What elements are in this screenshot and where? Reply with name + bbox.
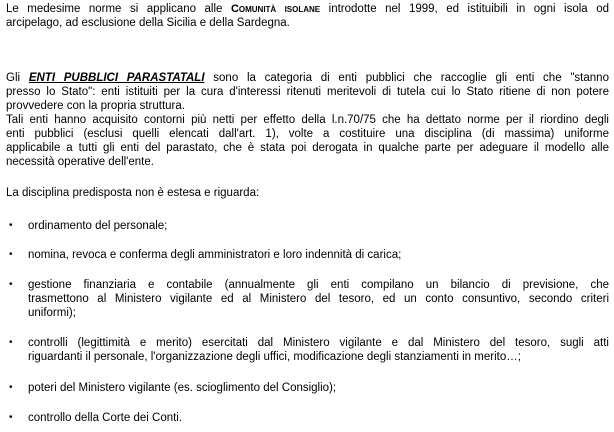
list-item-text: [28, 336, 609, 364]
text-line: poteri del Ministero vigilante (es. scioglimento del Consiglio);: [28, 382, 337, 394]
text-line: ordinamento del personale;: [28, 220, 168, 232]
bullet-icon: •: [9, 220, 13, 231]
text-span: introdotte nel 1999, ed istituibili in ogni isola od: [328, 3, 609, 15]
term-enti-pubblici-parastatali: ENTI PUBBLICI PARASTATALI: [28, 72, 205, 84]
bullet-icon: •: [9, 382, 13, 393]
text-line: nomina, revoca e conferma degli amministratori e loro indennità di carica;: [28, 249, 402, 261]
bullet-icon: •: [9, 337, 13, 348]
text-line: gestione finanziaria e contabile (annualmente gli enti compilano un bilancio di previsione, che: [28, 279, 609, 291]
term-comunita-isolane: Comunità isolane: [230, 3, 321, 15]
text-line: controllo della Corte dei Conti.: [28, 412, 183, 424]
text-span: sono la categoria di enti pubblici che raccoglie gli enti che "stanno: [213, 72, 609, 84]
bullet-icon: •: [9, 249, 13, 260]
text-line: necessità operative dell'ente.: [6, 156, 154, 168]
text-line: La disciplina predisposta non è estesa e riguarda:: [6, 187, 260, 199]
text-line: riguardanti il personale, l'organizzazione degli uffici, modificazione degli stanziamenti in merito…;: [28, 351, 521, 363]
bullet-icon: •: [9, 279, 13, 290]
text-line: [6, 71, 609, 85]
text-line: trasmettono al Ministero vigilante ed al Ministero del tesoro, ed un conto consuntivo, secondo criteri: [28, 293, 609, 305]
text-line: applicabile a tutti gli enti del parastato, che è stata poi derogata in qualche parte per adeguare il modello alle: [6, 142, 609, 154]
text-line: presso lo Stato": enti istituiti per la cura d'interessi ritenuti meritevoli di tutela cui lo Stato ritiene di non potere: [6, 86, 609, 98]
list-item-text: [28, 411, 609, 425]
text-line: uniformi);: [28, 307, 76, 319]
list-item-text: [28, 381, 609, 395]
paragraph-enti-parastatali: [6, 71, 609, 169]
text-span: Gli: [6, 72, 21, 84]
text-line: [6, 2, 609, 16]
paragraph-comunita-isolane: [6, 2, 609, 30]
text-line: controlli (legittimità e merito) esercitati dal Ministero vigilante e dal Ministero del tesoro, sugli atti: [28, 337, 609, 349]
paragraph-disciplina: [6, 186, 609, 200]
text-span: Le medesime norme si applicano alle: [6, 3, 223, 15]
list-item-text: [28, 219, 609, 233]
text-line: provvedere con la propria struttura.: [6, 100, 185, 112]
text-line: arcipelago, ad esclusione della Sicilia e della Sardegna.: [6, 17, 290, 29]
bullet-icon: •: [9, 412, 13, 423]
text-line: enti pubblici (esclusi quelli elencati dall'art. 1), volte a costituire una disciplina (di massima) uniforme: [6, 128, 609, 140]
text-line: Tali enti hanno acquisito contorni più netti per effetto della l.n.70/75 che ha dettato norme per il riordino degli: [6, 114, 609, 126]
list-item-text: [28, 278, 609, 320]
list-item-text: [28, 248, 609, 262]
